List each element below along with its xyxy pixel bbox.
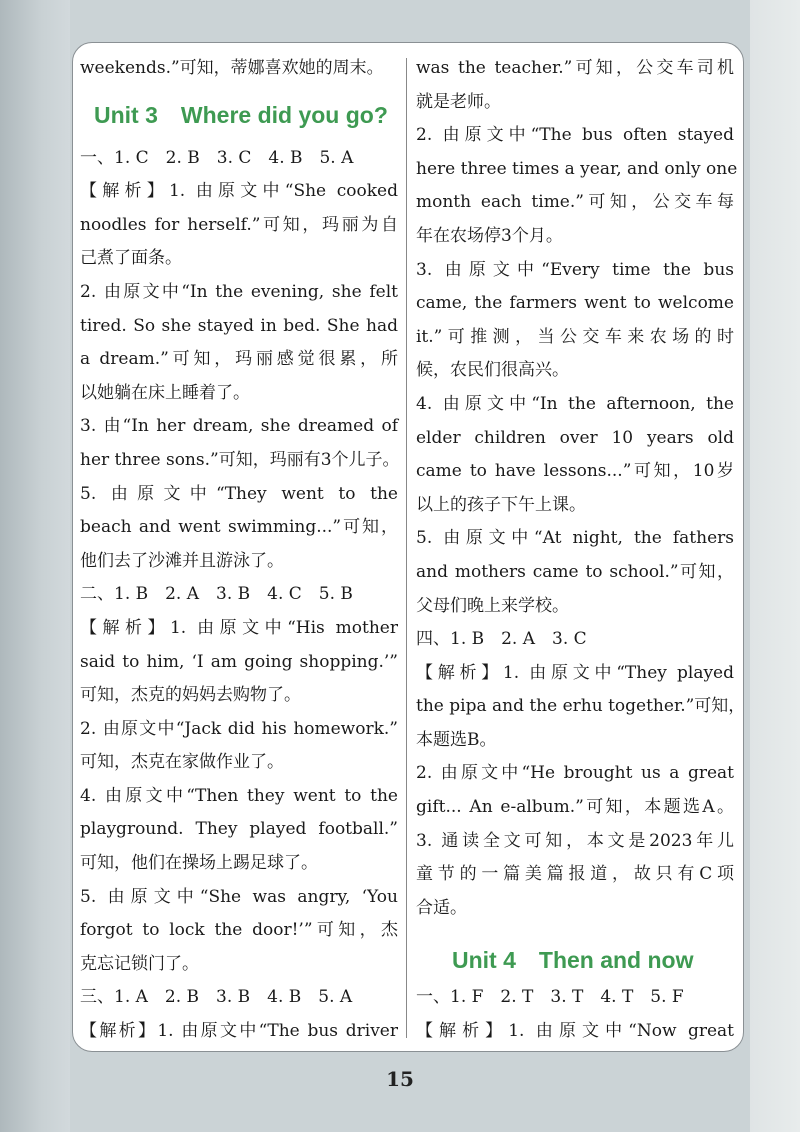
left-text-line: 他们去了沙滩并且游泳了。	[80, 550, 284, 571]
right-text-line: 【解析】1. 由原文中“They played	[416, 662, 734, 683]
left-text-line: a dream.”可知，玛丽感觉很累，所	[80, 349, 398, 370]
left-text-line: beach and went swimming...”可知，	[80, 517, 398, 538]
left-text-line: her three sons.”可知，玛丽有3个儿子。	[80, 449, 400, 470]
left-text-line: 5. 由原文中“They went to the	[80, 483, 398, 504]
right-text-line: 父母们晚上来学校。	[416, 595, 569, 616]
right-text-line: was the teacher.”可知，公交车司机	[416, 58, 734, 78]
right-text-line: 以上的孩子下午上课。	[416, 494, 586, 515]
right-text-line: 童节的一篇美篇报道，故只有C项	[416, 864, 734, 885]
left-text-line: weekends.”可知，蒂娜喜欢她的周末。	[80, 58, 384, 78]
right-text-line: 一、1. F 2. T 3. T 4. T 5. F	[416, 987, 684, 1008]
right-text-line: came, the farmers went to welcome	[416, 293, 734, 314]
right-text-line: the pipa and the erhu together.”可知，	[416, 696, 746, 717]
right-text-line: 本题选B。	[416, 729, 497, 750]
right-text-line: 就是老师。	[416, 91, 501, 112]
left-text-line: 4. 由原文中“Then they went to the	[80, 785, 398, 806]
unit4-title: Unit 4 Then and now	[452, 947, 694, 974]
left-text-line: 5. 由原文中“She was angry, ‘You	[80, 886, 398, 907]
right-text-line: 2. 由原文中“The bus often stayed	[416, 125, 734, 146]
right-text-line: and mothers came to school.”可知，	[416, 561, 734, 582]
right-text-line: 3. 由原文中“Every time the bus	[416, 259, 734, 280]
right-text-line: here three times a year, and only one	[416, 158, 738, 179]
right-text-line: 5. 由原文中“At night, the fathers	[416, 528, 734, 549]
column-divider	[406, 58, 407, 1038]
left-text-line: 可知，杰克的妈妈去购物了。	[80, 685, 301, 706]
left-text-line: 克忘记锁门了。	[80, 953, 199, 974]
left-text-line: 可知，他们在操场上踢足球了。	[80, 853, 318, 874]
left-text-line: noodles for herself.”可知，玛丽为自	[80, 214, 398, 235]
left-text-line: 以她躺在床上睡着了。	[80, 382, 250, 403]
scan-background-right	[750, 0, 800, 1132]
page-number: 15	[386, 1067, 414, 1091]
right-text-line: 四、1. B 2. A 3. C	[416, 629, 587, 650]
right-text-line: 4. 由原文中“In the afternoon, the	[416, 393, 734, 414]
left-text-line: 2. 由原文中“In the evening, she felt	[80, 281, 398, 302]
left-text-line: 可知，杰克在家做作业了。	[80, 752, 284, 773]
left-column	[80, 52, 398, 1049]
right-text-line: month each time.”可知，公交车每	[416, 192, 734, 213]
left-text-line: playground. They played football.”	[80, 819, 398, 840]
left-text-line: said to him, ‘I am going shopping.’”	[80, 651, 398, 672]
right-text-line: 候，农民们很高兴。	[416, 360, 569, 381]
right-text-line: came to have lessons...”可知，10岁	[416, 461, 734, 482]
left-text-line: 一、1. C 2. B 3. C 4. B 5. A	[80, 147, 354, 168]
right-text-line: 合适。	[416, 897, 467, 918]
left-text-line: 【解析】1. 由原文中“His mother	[80, 617, 398, 638]
right-text-line: gift... An e-album.”可知，本题选A。	[416, 797, 734, 818]
left-text-line: 【解析】1. 由原文中“The bus driver	[80, 1021, 398, 1042]
left-text-line: 二、1. B 2. A 3. B 4. C 5. B	[80, 584, 353, 605]
scan-background-left	[0, 0, 70, 1132]
right-text-line: 2. 由原文中“He brought us a great	[416, 763, 734, 784]
right-text-line: it.”可推测，当公交车来农场的时	[416, 326, 734, 347]
left-text-line: 2. 由原文中“Jack did his homework.”	[80, 718, 398, 739]
left-text-line: forgot to lock the door!’”可知，杰	[80, 920, 398, 941]
left-text-line: 3. 由“In her dream, she dreamed of	[80, 416, 398, 437]
left-text-line: tired. So she stayed in bed. She had	[80, 315, 398, 336]
right-text-line: 年在农场停3个月。	[416, 225, 563, 246]
right-text-line: elder children over 10 years old	[416, 427, 734, 448]
right-column	[416, 52, 746, 1049]
right-text-line: 3. 通读全文可知，本文是2023年儿	[416, 830, 734, 851]
left-text-line: 己煮了面条。	[80, 248, 182, 269]
unit3-title: Unit 3 Where did you go?	[94, 101, 388, 128]
left-text-line: 三、1. A 2. B 3. B 4. B 5. A	[80, 987, 353, 1008]
left-text-line: 【解析】1. 由原文中“She cooked	[80, 181, 398, 202]
right-text-line: 【解析】1. 由原文中“Now great	[416, 1021, 734, 1042]
